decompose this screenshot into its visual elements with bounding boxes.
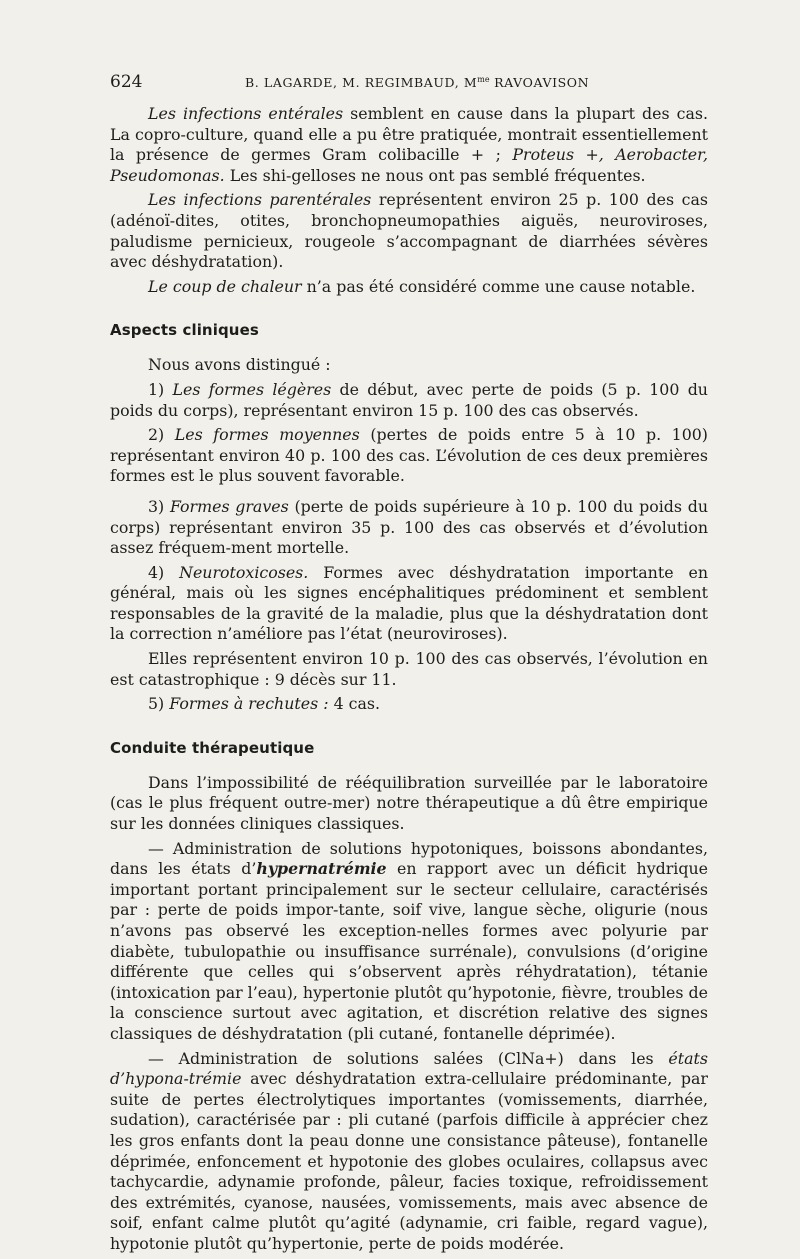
heading-therapeutic-conduct: Conduite thérapeutique	[110, 738, 315, 757]
paragraph-distinguished: Nous avons distingué :	[148, 355, 331, 375]
item-number: 3)	[148, 496, 170, 516]
text-segment: en rapport avec un déficit hydrique important portant principalement sur le secteur cellulaire, caractérisés par : perte de poids impor-tante, soif vive, langue sèche, oligurie (nous n’avons pas observé les exception-nelles formes avec polyurie par diabète, tubulopathie ou insuffisance surrénale), convulsions (d’origine différente que celles qui s’observent après réhydratation), tétanie (intoxication par l’eau), hypertonie plutôt qu’hypotonie, fièvre, troubles de la conscience surtout avec agitation, et discrétion relative des signes classiques de déshydratation (pli cutané, fontanelle déprimée).	[110, 859, 708, 1043]
paragraph-enteral-infections	[110, 104, 708, 186]
term-enteral-infections: Les infections entérales	[148, 104, 344, 123]
term-neurotoxicoses: Neurotoxicoses.	[179, 562, 309, 582]
list-item-light-forms	[110, 380, 708, 421]
text-segment: (perte de poids supérieure à 10 p. 100 du poids du corps) représentant environ 35 p. 100 des cas observés et d’évolution assez fréquem-ment mortelle.	[110, 496, 708, 558]
text-segment: représentent environ 25 p. 100 des cas (adénoï-dites, otites, bronchopneumopathies aiguës, neuroviroses, paludisme pernicieux, rougeole s’accompagnant de diarrhées sévères avec déshydratation).	[110, 190, 708, 272]
page-header	[110, 72, 710, 96]
text-segment: 4 cas.	[328, 694, 381, 714]
text-segment: de début, avec perte de poids (5 p. 100 du poids du corps), représentant environ 15 p. 100 des cas observés.	[110, 379, 708, 420]
term-medium-forms: Les formes moyennes	[174, 425, 360, 445]
text-segment: Les shi-gelloses ne nous ont pas semblé fréquentes.	[224, 165, 646, 185]
list-item-neurotoxicoses	[110, 563, 708, 645]
paragraph-parenteral-infections	[110, 190, 708, 272]
paragraph-neurotoxicoses-outcome: Elles représentent environ 10 p. 100 des cas observés, l’évolution en est catastrophique : 9 décès sur 11.	[110, 649, 708, 689]
text-segment: Formes avec déshydratation importante en général, mais où les signes encéphalitiques prédominent et semblent responsables de la gravité de la maladie, plus que la déshydratation dont la correction n’améliore pas l’état (neuroviroses).	[110, 562, 708, 644]
text-segment: n’a pas été considéré comme une cause notable.	[301, 276, 696, 296]
list-item-medium-forms	[110, 425, 708, 487]
item-number: 1)	[148, 379, 173, 399]
term-hypernatremia: hypernatrémie	[256, 859, 387, 879]
text-segment: (pertes de poids entre 5 à 10 p. 100) représentant environ 40 p. 100 des cas. L’évolution de ces deux premières formes est le plus souvent favorable.	[110, 425, 708, 486]
running-head-authors	[245, 75, 589, 90]
authors-superscript: me	[477, 75, 490, 84]
term-relapse-forms: Formes à rechutes :	[169, 694, 329, 714]
list-item-relapse-forms	[110, 694, 708, 715]
paragraph-heat-stroke	[110, 277, 708, 298]
term-severe-forms: Formes graves	[169, 496, 289, 516]
list-item-severe-forms	[110, 497, 708, 559]
text-segment: — Administration de solutions hypotoniques, boissons abondantes, dans les états d’	[110, 838, 708, 879]
paragraph-therapeutic-intro: Dans l’impossibilité de rééquilibration surveillée par le laboratoire (cas le plus fréquent outre-mer) notre thérapeutique a dû être empirique sur les données cliniques classiques.	[110, 772, 708, 834]
heading-clinical-aspects: Aspects cliniques	[110, 321, 259, 340]
term-heat-stroke: Le coup de chaleur	[148, 276, 302, 296]
item-number: 4)	[148, 562, 180, 582]
paragraph-hypotonic-solutions	[110, 839, 708, 1045]
paragraph-saline-solutions	[110, 1049, 708, 1255]
term-germs: Proteus +, Aerobacter, Pseudomonas.	[110, 145, 708, 185]
term-light-forms: Les formes légères	[172, 379, 332, 399]
term-hyponatremia: états d’hypona-trémie	[110, 1048, 708, 1089]
item-number: 2)	[148, 425, 175, 445]
text-segment: avec déshydratation extra-cellulaire prédominante, par suite de pertes électrolytiques importantes (vomissements, diarrhée, sudation), caractérisée par : pli cutané (parfois difficile à apprécier chez les gros enfants dont la peau donne une consistance pâteuse), fontanelle déprimée, enfoncement et hypotonie des globes oculaires, collapsus avec tachycardie, adynamie profonde, pâleur, facies toxique, refroidissement des extrémités, cyanose, nausées, vomissements, mais avec absence de soif, enfant calme plutôt qu’agité (adynamie, cri faible, regard vague), hypotonie plutôt qu’hypertonie, perte de poids modérée.	[110, 1069, 708, 1253]
item-number: 5)	[148, 694, 170, 714]
text-segment: — Administration de solutions salées (ClNa+) dans les	[148, 1048, 669, 1068]
page-body	[110, 104, 708, 1259]
term-parenteral-infections: Les infections parentérales	[148, 190, 372, 210]
page-number: 624	[110, 72, 143, 92]
text-segment: semblent en cause dans la plupart des cas. La copro-culture, quand elle a pu être pratiquée, montrait essentiellement la présence de germes Gram colibacille + ;	[110, 104, 708, 165]
authors-main: B. LAGARDE, M. REGIMBAUD, M	[245, 75, 478, 91]
authors-tail: RAVOAVISON	[489, 75, 590, 91]
